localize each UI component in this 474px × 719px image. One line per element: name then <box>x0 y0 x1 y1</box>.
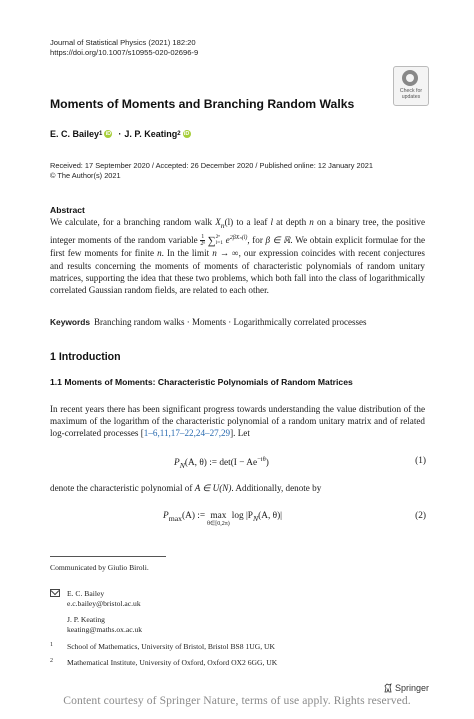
journal-header <box>50 38 198 58</box>
springer-horse-icon <box>383 683 393 693</box>
footnote-divider <box>50 556 166 557</box>
equation-2: $P_{max}(A)$ := max θ∈[0,2π) $\log |P_N(A$, θ)| <box>163 511 283 527</box>
abstract-heading: Abstract <box>50 205 85 215</box>
communicated-by: Communicated by Giulio Biroli. <box>50 563 149 572</box>
contact-name: J. P. Keating <box>67 615 105 624</box>
equation-1: $P_N(A$, θ) := $\det(I - Ae^{-i\theta})$ <box>174 456 269 470</box>
keywords-label: Keywords <box>50 317 91 327</box>
affiliation-2: 2 Mathematical Institute, University of Oxford, Oxford OX2 6GG, UK <box>50 658 278 667</box>
author-list <box>50 129 194 139</box>
contact-email[interactable]: keating@maths.ox.ac.uk <box>67 625 143 634</box>
keywords <box>50 317 366 327</box>
author-separator: · <box>118 129 122 139</box>
equation-1-number: (1) <box>415 456 426 466</box>
affiliation-1: 1 School of Mathematics, University of Bristol, Bristol BS8 1UG, UK <box>50 642 275 651</box>
contact-email[interactable]: e.c.bailey@bristol.ac.uk <box>67 599 141 608</box>
publisher-name: Springer <box>395 683 430 693</box>
equation-2-number: (2) <box>415 511 426 521</box>
crossmark-label-2: updates <box>401 94 421 100</box>
journal-citation: Journal of Statistical Physics (2021) 182:20 <box>50 38 196 47</box>
contact-name: E. C. Bailey <box>67 589 105 598</box>
courtesy-notice: Content courtesy of Springer Nature, terms of use apply. Rights reserved. <box>63 694 411 707</box>
author-affiliation-mark: 1 <box>99 131 103 137</box>
subsection-heading: 1.1 Moments of Moments: Characteristic Polynomials of Random Matrices <box>50 377 353 387</box>
orcid-icon[interactable]: iD <box>183 131 190 137</box>
abstract-text: We calculate, for a branching random walk $X_n(l)$ to a leaf l at depth n on a binary tree, the positive integer moments of the random variable $\frac{1}{\text{2ⁿ}}$ ∑ 2ⁿ l=1 $e^{2\beta X_n(l)}$, for β ∈ ℝ. We obtain explicit formulae for the first few moments for finite n. In the limit n → ∞, our expression coincides with recent conjectures and results concerning the moments of moments of characteristic polynomials of random unitary matrices, supporting the idea that these two problems, which both fall into the class of logarithmically correlated Gaussian random fields, are related to each other. <box>50 217 426 296</box>
intro-paragraph: In recent years there has been significant progress towards understanding the value distribution of the maximum of the logarithm of the characteristic polynomial of a random unitary matrix and of related log-correlated processes [1–6,11,17–22,24–27,29]. Let <box>50 404 425 439</box>
dates-line: Received: 17 September 2020 / Accepted: 26 December 2020 / Published online: 12 January 2021 <box>50 161 373 170</box>
citation-links[interactable]: 1–6,11,17–22,24–27,29 <box>143 428 231 439</box>
envelope-icon <box>50 589 60 597</box>
crossmark-label-1: Check for <box>399 88 423 94</box>
springer-logo <box>383 683 429 693</box>
copyright-line: © The Author(s) 2021 <box>50 171 121 180</box>
check-for-updates-badge[interactable] <box>393 66 429 106</box>
publication-dates <box>50 161 373 181</box>
orcid-icon[interactable]: iD <box>105 131 112 137</box>
author-affiliation-mark: 2 <box>177 131 181 137</box>
author-name[interactable]: E. C. Bailey <box>50 129 100 139</box>
characteristic-polynomial-paragraph: denote the characteristic polynomial of A ∈ U(N). Additionally, denote by <box>50 483 322 493</box>
author-name[interactable]: J. P. Keating <box>124 129 178 139</box>
keywords-text: Branching random walks · Moments · Logarithmically correlated processes <box>94 317 367 327</box>
section-heading-introduction: 1 Introduction <box>50 351 121 363</box>
doi-link[interactable]: https://doi.org/10.1007/s10955-020-02696-9 <box>50 48 199 57</box>
paper-title: Moments of Moments and Branching Random Walks <box>50 97 355 111</box>
crossmark-icon <box>402 70 418 86</box>
